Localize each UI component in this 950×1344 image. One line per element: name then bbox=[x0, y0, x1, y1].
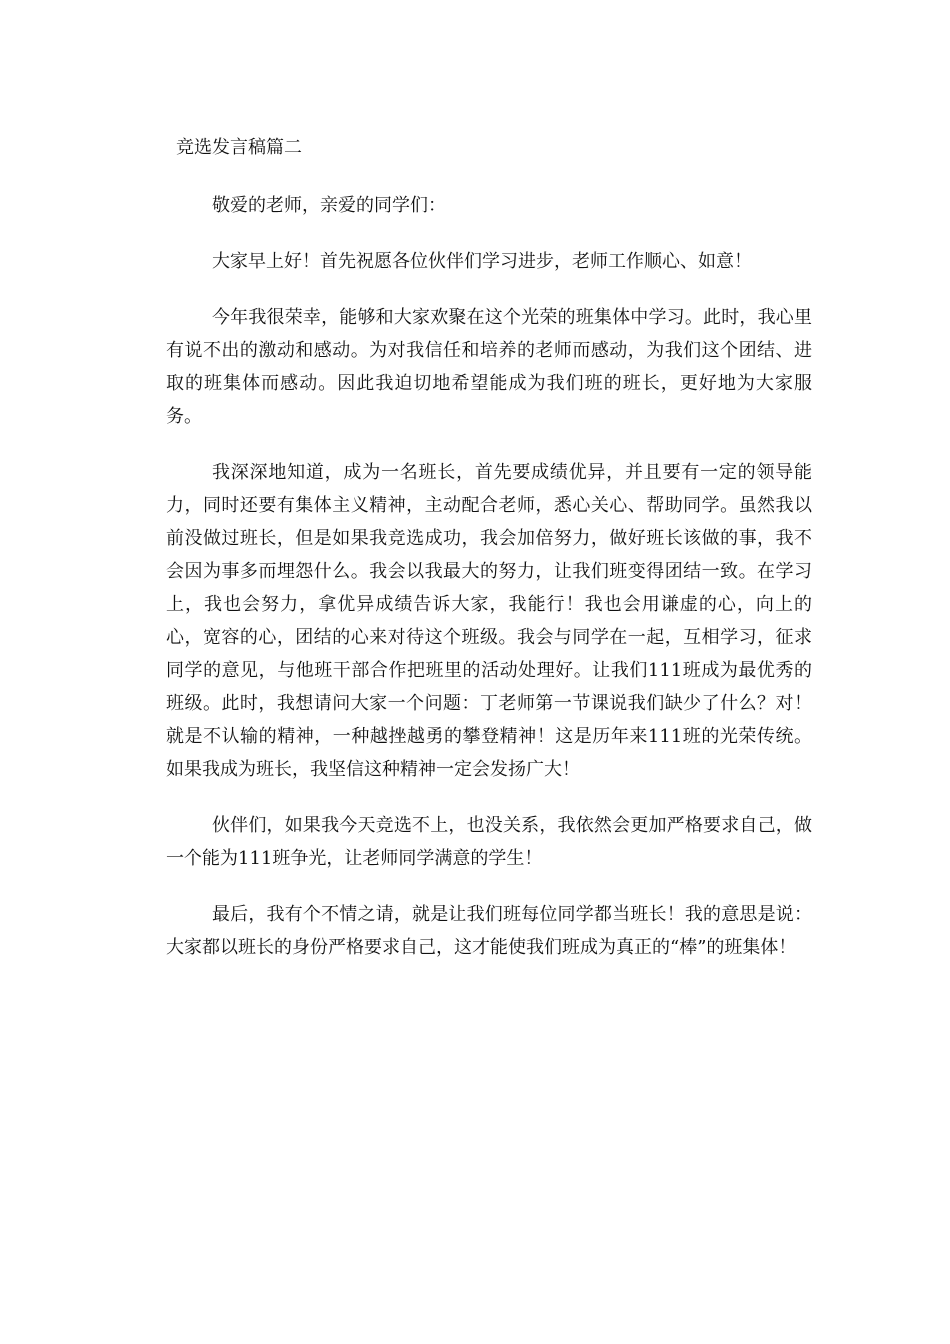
main-paragraph: 我深深地知道，成为一名班长，首先要成绩优异，并且要有一定的领导能力，同时还要有集体主义精神，主动配合老师，悉心关心、帮助同学。虽然我以前没做过班长，但是如果我竞选成功，我会加倍努力，做好班长该做的事，我不会因为事多而埋怨什么。我会以我最大的努力，让我们班变得团结一致。在学习上，我也会努力，拿优异成绩告诉大家，我能行！我也会用谦虚的心，向上的心，宽容的心，团结的心来对待这个班级。我会与同学在一起，互相学习，征求同学的意见，与他班干部合作把班里的活动处理好。让我们111班成为最优秀的班级。此时，我想请问大家一个问题：丁老师第一节课说我们缺少了什么？对！就是不认输的精神，一种越挫越勇的攀登精神！这是历年来111班的光荣传统。如果我成为班长，我坚信这种精神一定会发扬广大！ bbox=[166, 462, 812, 780]
document-body bbox=[166, 189, 812, 987]
intro-paragraph: 今年我很荣幸，能够和大家欢聚在这个光荣的班集体中学习。此时，我心里有说不出的激动和感动。为对我信任和培养的老师而感动，为我们这个团结、进取的班集体而感动。因此我迫切地希望能成为我们班的班长，更好地为大家服务。 bbox=[166, 307, 812, 427]
closing-paragraph: 最后，我有个不情之请，就是让我们班每位同学都当班长！我的意思是说：大家都以班长的身份严格要求自己，这才能使我们班成为真正的“棒”的班集体！ bbox=[166, 904, 812, 958]
greeting-paragraph: 大家早上好！首先祝愿各位伙伴们学习进步，老师工作顺心、如意！ bbox=[212, 251, 752, 272]
document-title: 竞选发言稿篇二 bbox=[176, 137, 302, 158]
salutation-paragraph: 敬爱的老师，亲爱的同学们： bbox=[212, 195, 446, 216]
commitment-paragraph: 伙伴们，如果我今天竞选不上，也没关系，我依然会更加严格要求自己，做一个能为111班争光，让老师同学满意的学生！ bbox=[166, 815, 812, 869]
